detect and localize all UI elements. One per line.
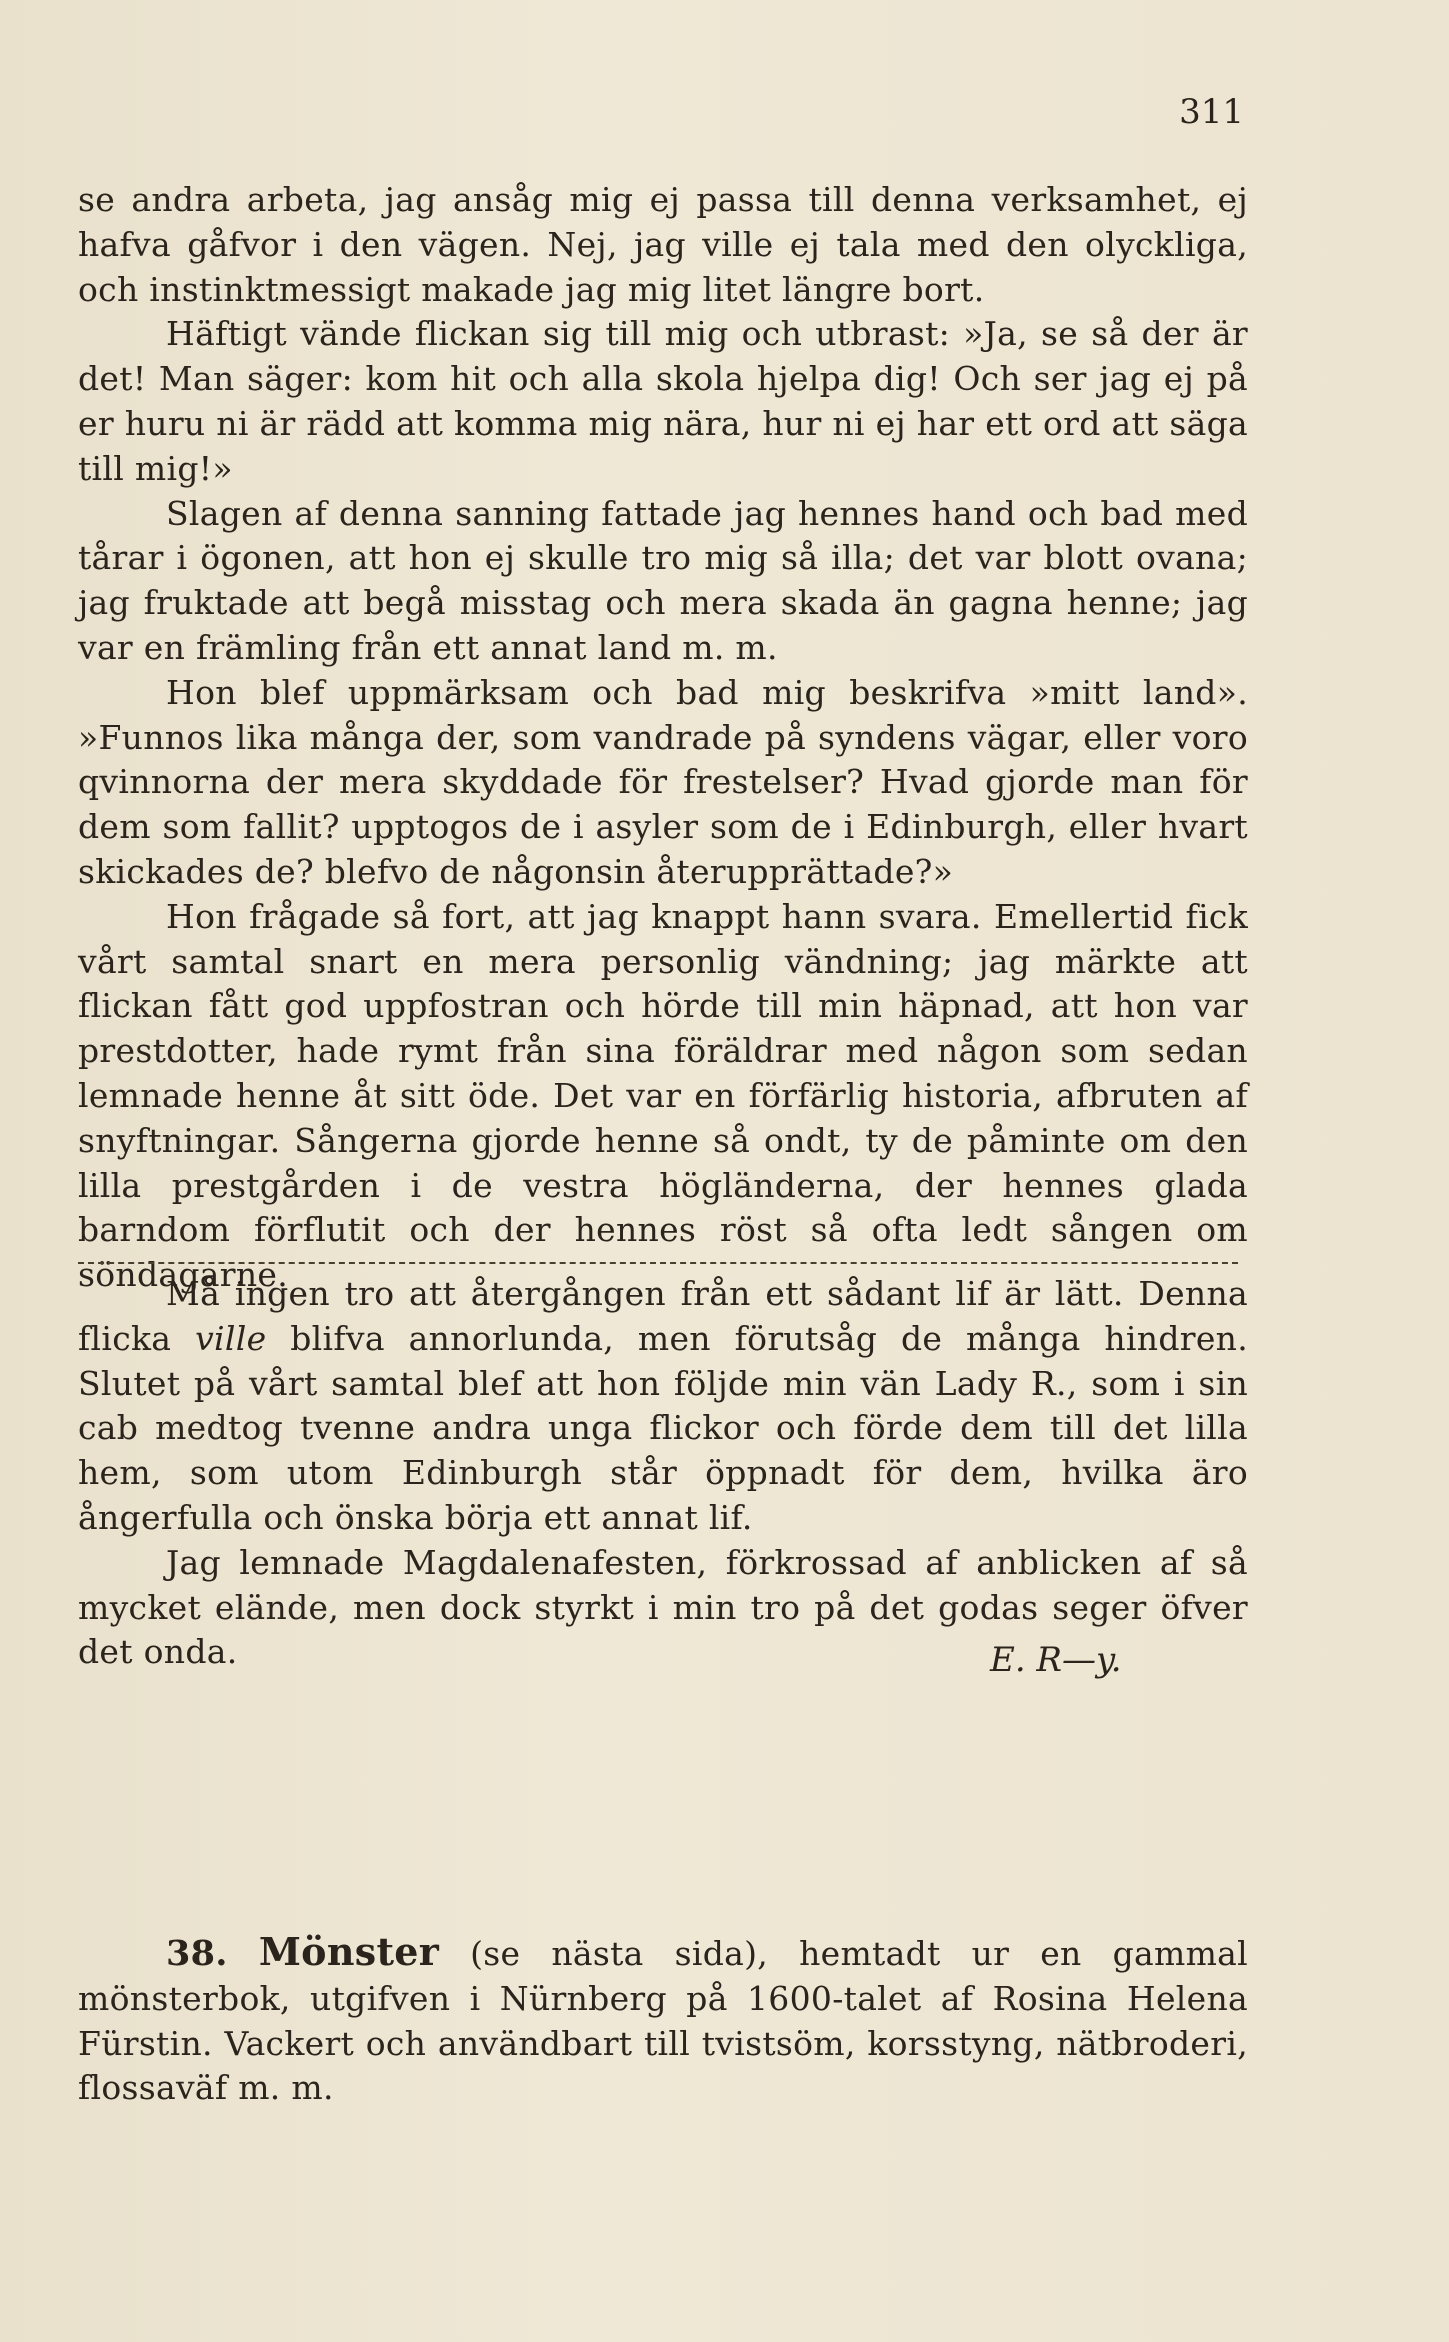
paragraph: Slagen af denna sanning fattade jag hennes hand och bad med tårar i ögonen, att hon ej skulle tro mig så illa; det var blott ovana; jag fruktade att begå misstag och mera skada än gagna henne; jag var en främling från ett annat land m. m. (78, 493, 1248, 667)
paragraph: se andra arbeta, jag ansåg mig ej passa till denna verksamhet, ej hafva gåfvor i den vägen. Nej, jag ville ej tala med den olyckliga, och instinktmessigt makade jag mig litet längre bort. (78, 180, 1248, 309)
paragraph (78, 1272, 1248, 1541)
notice-number: 38. (166, 1933, 228, 1974)
paragraph: Jag lemnade Magdalenafesten, förkrossad af anblicken af så mycket elände, men dock styrkt i min tro på det godas seger öfver det onda. (78, 1542, 1248, 1672)
notice-body: (se nästa sida), hemtadt ur en gammal mönsterbok, utgifven i Nürnberg på 1600-talet af Rosina Helena Fürstin. Vackert och användbart till tvistsöm, korsstyng, nätbroderi, flossaväf m. m. (78, 1934, 1249, 2108)
emphasized-word: ville (195, 1318, 267, 1358)
author-signature: E. R—y. (990, 1640, 1122, 1680)
paragraph: Häftigt vände flickan sig till mig och utbrast: »Ja, se så der är det! Man säger: kom hit och alla skola hjelpa dig! Och ser jag ej på er huru ni är rädd att komma mig nära, hur ni ej har ett ord att säga till mig!» (78, 314, 1248, 488)
main-text-block (78, 178, 1248, 1298)
notice-paragraph (78, 1930, 1248, 2111)
page-number: 311 (1179, 92, 1244, 132)
paragraph-text: Må ingen tro att återgången från ett sådant lif är lätt. Denna flicka (78, 1274, 1248, 1358)
paragraph: Hon blef uppmärksam och bad mig beskrifva »mitt land». »Funnos lika många der, som vandrade på syndens vägar, eller voro qvinnorna der mera skyddade för frestelser? Hvad gjorde man för dem som fallit? upptogos de i asyler som de i Edinburgh, eller hvart skickades de? blefvo de någonsin återupprättade?» (78, 672, 1248, 891)
section-divider (78, 1262, 1238, 1264)
paragraph-text: blifva annorlunda, men förutsåg de många hindren. Slutet på vårt samtal blef att hon följde min vän Lady R., som i sin cab medtog tvenne andra unga flickor och förde dem till det lilla hem, som utom Edinburgh står öppnadt för dem, hvilka äro ångerfulla och önska börja ett annat lif. (78, 1318, 1248, 1537)
notice-title: Mönster (258, 1929, 440, 1974)
pattern-notice (78, 1930, 1248, 2111)
closing-text-block (78, 1272, 1248, 1675)
paragraph: Hon frågade så fort, att jag knappt hann svara. Emellertid fick vårt samtal snart en mera personlig vändning; jag märkte att flickan fått god uppfostran och hörde till min häpnad, att hon var prestdotter, hade rymt från sina föräldrar med någon som sedan lemnade henne åt sitt öde. Det var en förfärlig historia, afbruten af snyftningar. Sångerna gjorde henne så ondt, ty de påminte om den lilla prestgården i de vestra högländerna, der hennes glada barndom förflutit och der hennes röst så ofta ledt sången om söndagarne. (78, 896, 1248, 1295)
